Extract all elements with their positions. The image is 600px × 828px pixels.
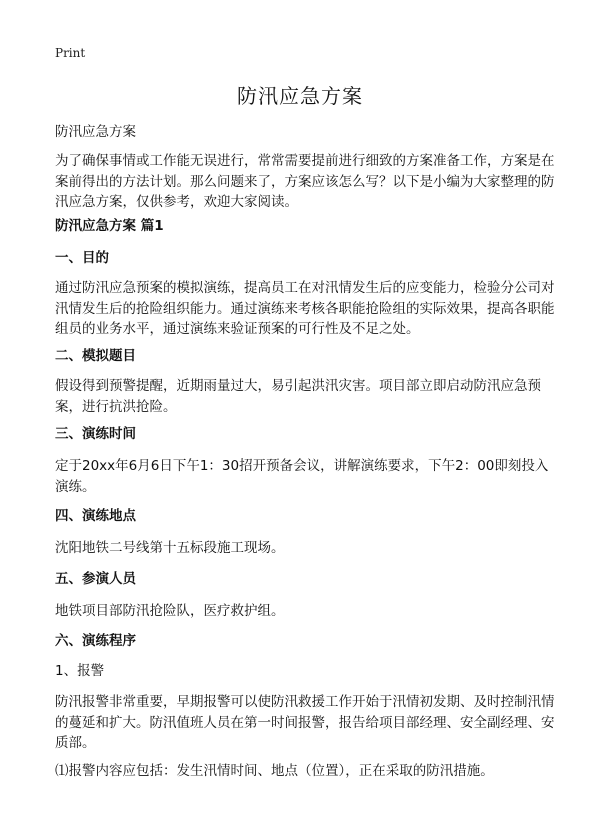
intro-paragraph: 为了确保事情或工作能无误进行，常常需要提前进行细致的方案准备工作，方案是在案前得出的方法计划。那么问题来了，方案应该怎么写？以下是小编为大家整理的防汛应急方案，仅供参考，欢迎大家阅读。	[55, 153, 555, 210]
paragraph-participants: 地铁项目部防汛抢险队，医疗救护组。	[55, 603, 285, 619]
paragraph-scenario: 假设得到预警提醒，近期雨量过大，易引起洪汛灾害。项目部立即启动防汛应急预案，进行抗洪抢险。	[55, 378, 541, 415]
heading-scenario: 二、模拟题目	[55, 348, 136, 364]
paragraph-drill-time: 定于20xx年6月6日下午1：30招开预备会议，讲解演练要求，下午2：00即刻投入演练。	[55, 458, 549, 495]
paragraph-alarm-content: ⑴报警内容应包括：发生汛情时间、地点（位置），正在采取的防汛措施。	[55, 763, 494, 779]
heading-participants: 五、参演人员	[55, 571, 136, 587]
heading-drill-time: 三、演练时间	[55, 426, 136, 442]
heading-drill-procedure: 六、演练程序	[55, 633, 136, 649]
paragraph-alarm: 防汛报警非常重要，早期报警可以使防汛救援工作开始于汛情初发期、及时控制汛情的蔓延和扩大。防汛值班人员在第一时间报警，报告给项目部经理、安全副经理、安质部。	[55, 694, 555, 751]
document-title: 防汛应急方案	[237, 84, 363, 108]
paragraph-drill-location: 沈阳地铁二号线第十五标段施工现场。	[55, 540, 285, 556]
procedure-step-label: 1、报警	[55, 663, 105, 679]
paragraph-purpose: 通过防汛应急预案的模拟演练，提高员工在对汛情发生后的应变能力，检验分公司对汛情发生后的抢险组织能力。通过演练来考核各职能抢险组的实际效果，提高各职能组员的业务水平，通过演练来验证预案的可行性及不足之处。	[55, 280, 555, 337]
print-label: Print	[55, 46, 86, 60]
heading-drill-location: 四、演练地点	[55, 508, 136, 524]
document-subtitle: 防汛应急方案	[55, 124, 136, 140]
heading-purpose: 一、目的	[55, 250, 109, 266]
section-title: 防汛应急方案 篇1	[55, 218, 164, 234]
